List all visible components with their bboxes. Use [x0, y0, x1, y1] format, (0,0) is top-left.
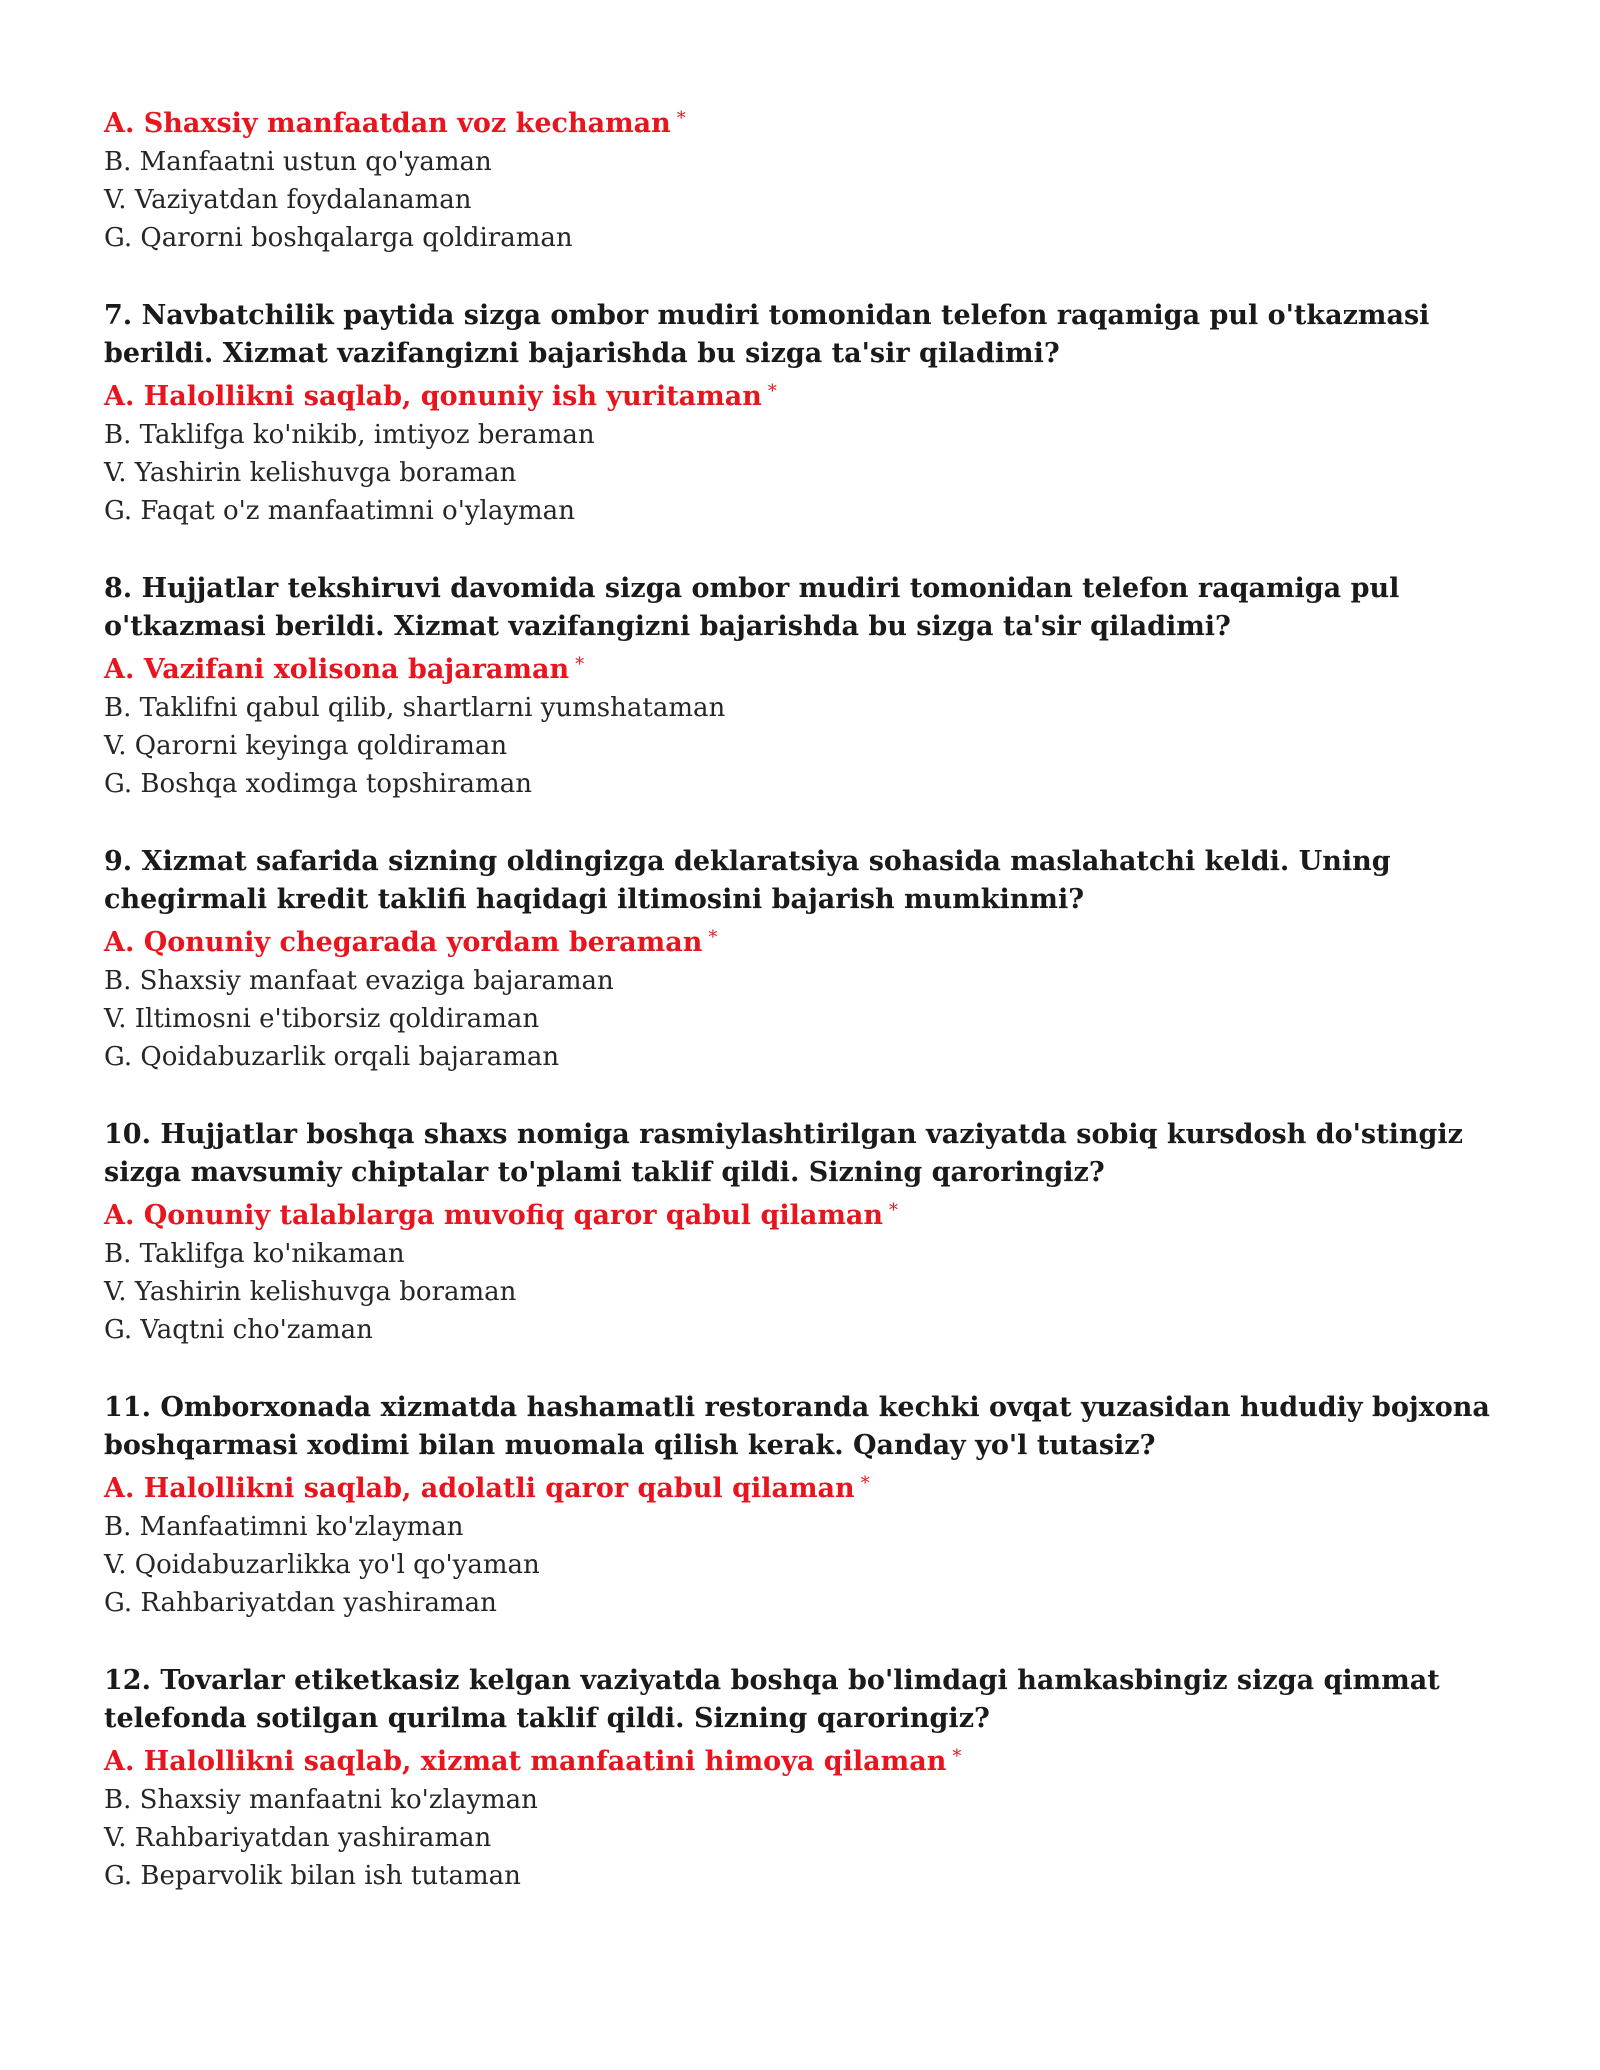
answer-option: V. Yashirin kelishuvga boraman [104, 1277, 517, 1307]
answer-option: B. Manfaatimni ko'zlayman [104, 1512, 464, 1542]
answer-option: V. Yashirin kelishuvga boraman [104, 458, 517, 488]
answer-option: G. Vaqtni cho'zaman [104, 1315, 373, 1345]
correct-answer: A. Halollikni saqlab, xizmat manfaatini himoya qilaman * [104, 1746, 962, 1777]
question-text: 8. Hujjatlar tekshiruvi davomida sizga ombor mudiri tomonidan telefon raqamiga pul o'tkazmasi berildi. Xizmat vazifangizni bajarishda bu sizga ta'sir qiladimi? [104, 573, 1400, 642]
answer-option: G. Beparvolik bilan ish tutaman [104, 1861, 521, 1891]
question-block-8 [104, 570, 1480, 803]
correct-marker: * [676, 108, 686, 129]
answer-option: B. Shaxsiy manfaat evaziga bajaraman [104, 966, 614, 996]
answer-option: B. Shaxsiy manfaatni ko'zlayman [104, 1785, 538, 1815]
answer-option: G. Boshqa xodimga topshiraman [104, 769, 532, 799]
question-block-7 [104, 297, 1480, 530]
answer-option: V. Vaziyatdan foydalanaman [104, 185, 472, 215]
correct-answer: A. Qonuniy chegarada yordam beraman * [104, 927, 718, 958]
answer-option: B. Taklifni qabul qilib, shartlarni yumshataman [104, 693, 726, 723]
correct-answer: A. Halollikni saqlab, adolatli qaror qabul qilaman * [104, 1473, 870, 1504]
answer-option: G. Qarorni boshqalarga qoldiraman [104, 223, 573, 253]
question-text: 12. Tovarlar etiketkasiz kelgan vaziyatda boshqa bo'limdagi hamkasbingiz sizga qimmat telefonda sotilgan qurilma taklif qildi. Sizning qaroringiz? [104, 1665, 1440, 1734]
question-block-9 [104, 843, 1480, 1076]
question-text: 10. Hujjatlar boshqa shaxs nomiga rasmiylashtirilgan vaziyatda sobiq kursdosh do'stingiz sizga mavsumiy chiptalar to'plami taklif qildi. Sizning qaroringiz? [104, 1119, 1463, 1188]
answer-option: G. Faqat o'z manfaatimni o'ylayman [104, 496, 575, 526]
answer-option: V. Qarorni keyinga qoldiraman [104, 731, 508, 761]
answer-option: V. Qoidabuzarlikka yo'l qo'yaman [104, 1550, 540, 1580]
correct-answer: A. Qonuniy talablarga muvofiq qaror qabul qilaman * [104, 1200, 899, 1231]
question-block-10 [104, 1116, 1480, 1349]
answer-option: V. Rahbariyatdan yashiraman [104, 1823, 492, 1853]
question-6-options [104, 100, 1480, 257]
correct-marker: * [952, 1746, 962, 1767]
answer-option: G. Rahbariyatdan yashiraman [104, 1588, 497, 1618]
question-text: 9. Xizmat safarida sizning oldingizga deklaratsiya sohasida maslahatchi keldi. Uning chegirmali kredit taklifi haqidagi iltimosini bajarish mumkinmi? [104, 846, 1391, 915]
answer-option: V. Iltimosni e'tiborsiz qoldiraman [104, 1004, 540, 1034]
answer-option: B. Manfaatni ustun qo'yaman [104, 147, 492, 177]
answer-option: B. Taklifga ko'nikib, imtiyoz beraman [104, 420, 595, 450]
answer-option: G. Qoidabuzarlik orqali bajaraman [104, 1042, 560, 1072]
correct-marker: * [860, 1473, 870, 1494]
correct-marker: * [767, 381, 777, 402]
correct-marker: * [575, 654, 585, 675]
question-text: 7. Navbatchilik paytida sizga ombor mudiri tomonidan telefon raqamiga pul o'tkazmasi berildi. Xizmat vazifangizni bajarishda bu sizga ta'sir qiladimi? [104, 300, 1430, 369]
correct-marker: * [889, 1200, 899, 1221]
question-text: 11. Omborxonada xizmatda hashamatli restoranda kechki ovqat yuzasidan hududiy bojxona boshqarmasi xodimi bilan muomala qilish kerak. Qanday yo'l tutasiz? [104, 1392, 1490, 1461]
question-block-12 [104, 1662, 1480, 1895]
correct-marker: * [708, 927, 718, 948]
correct-answer: A. Vazifani xolisona bajaraman * [104, 654, 585, 685]
correct-answer: A. Halollikni saqlab, qonuniy ish yuritaman * [104, 381, 777, 412]
correct-answer: A. Shaxsiy manfaatdan voz kechaman * [104, 108, 686, 139]
question-block-11 [104, 1389, 1490, 1622]
answer-option: B. Taklifga ko'nikaman [104, 1239, 405, 1269]
